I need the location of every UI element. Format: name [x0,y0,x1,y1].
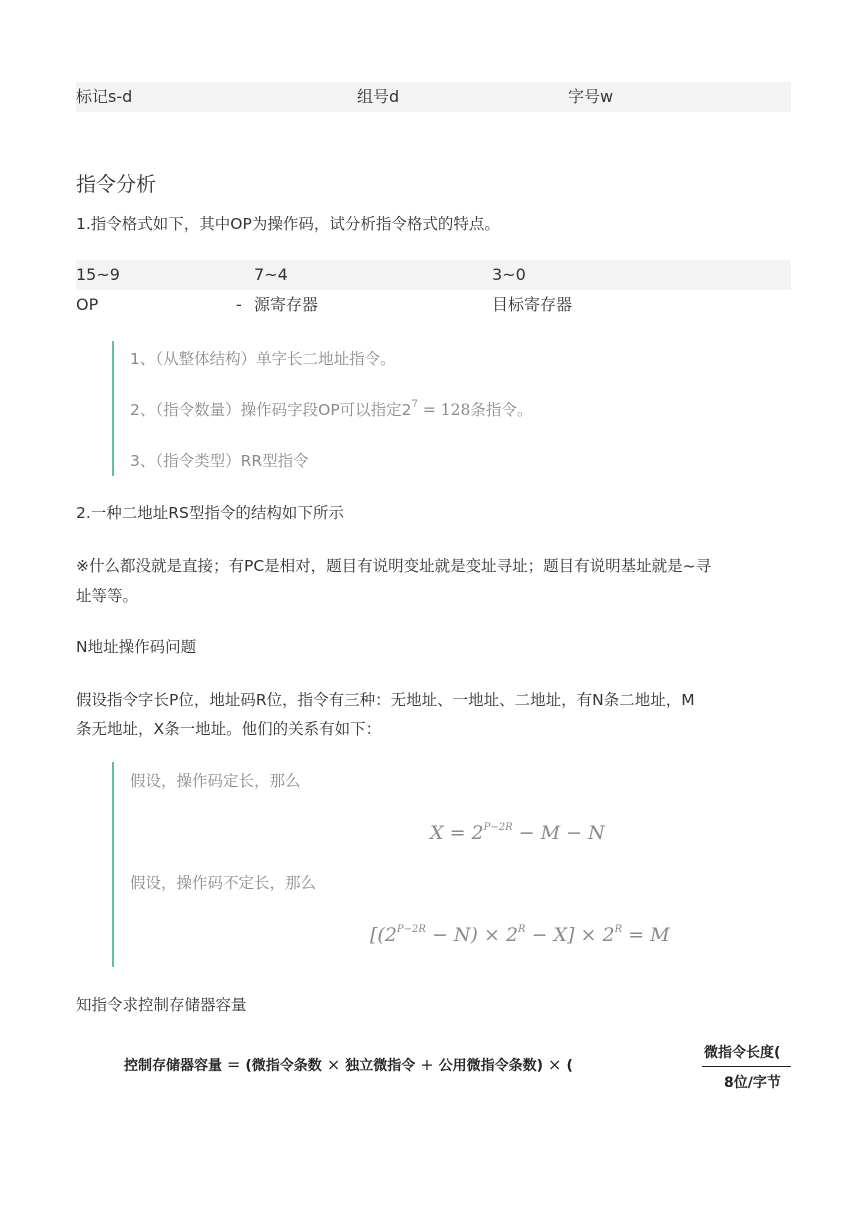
eq1-exponent: P−2R [483,821,513,833]
equation-variable-opcode [370,924,670,946]
quote1-line2-suffix: 条指令。 [470,401,533,419]
eq2-exponent-3: R [614,923,623,935]
table2-body-row [76,290,791,320]
table2-cell-target-register: 目标寄存器 [492,295,573,314]
table2-header-bits-src: 7~4 [254,265,288,284]
control-store-title: 知指令求控制存储器容量 [76,996,247,1014]
formula-lhs: 控制存储器容量 [124,1058,222,1074]
formula-denominator: 8位/字节 [724,1075,781,1091]
quote1-line1: 1、（从整体结构）单字长二地址指令。 [130,350,396,368]
eq1-rhs: − M − N [512,822,605,844]
eq1-lhs: X = 2 [430,822,484,844]
note-line-2: 址等等。 [76,587,139,605]
table2-cell-op [76,290,254,320]
quote1-line2-value: = 128 [417,401,471,419]
question-1: 1.指令格式如下，其中OP为操作码，试分析指令格式的特点。 [76,215,500,233]
assumption-line-2: 条无地址，X条一地址。他们的关系有如下： [76,720,382,738]
table2-header-row [76,260,791,290]
assumption-line-1: 假设指令字长P位，地址码R位，指令有三种：无地址、一地址、二地址，有N条二地址，M [76,691,695,709]
eq2-exponent-2: R [518,923,526,935]
n-address-title: N地址操作码问题 [76,638,197,656]
formula-numerator: 微指令长度( [704,1045,781,1061]
quote-block-analysis [112,341,794,476]
op-label: OP [76,295,99,314]
quote-block-formulas [112,762,794,967]
formula-times-2: × [548,1055,562,1074]
quote1-line2-exponent: 7 [411,398,418,410]
quote2-line2: 假设，操作码不定长，那么 [130,874,317,892]
eq2-part-b: − N) × 2 [425,924,519,946]
table1-header-group: 组号d [357,87,400,106]
formula-main-line [124,1055,573,1075]
quote1-line2-prefix: 2、（指令数量）操作码字段OP可以指定2 [130,401,412,419]
eq2-exponent-1: P−2R [396,923,426,935]
note-line-1: ※什么都没就是直接；有PC是相对，题目有说明变址就是变址寻址；题目有说明基址就是~寻 [76,557,712,575]
table2-cell-source-register: 源寄存器 [254,295,319,314]
section-title: 指令分析 [76,172,156,196]
quote2-line1: 假设，操作码定长，那么 [130,772,301,790]
op-dash: - [236,295,242,314]
eq2-part-c: − X] × 2 [525,924,615,946]
eq2-part-a: [(2 [370,924,397,946]
control-store-capacity-formula [124,1040,791,1100]
formula-times-1: × [326,1055,341,1074]
quote1-line2 [130,398,532,420]
formula-term-1: (微指令条数 [245,1058,322,1074]
formula-fraction-bar [702,1066,791,1067]
equation-fixed-opcode [430,822,605,844]
formula-term-3: 公用微指令条数) [438,1058,544,1074]
eq2-part-d: = M [622,924,670,946]
formula-equals: = [227,1055,241,1074]
table1-header-row [76,82,791,112]
table2-header-bits-dst: 3~0 [492,265,526,284]
question-2: 2.一种二地址RS型指令的结构如下所示 [76,504,344,522]
table2-header-bits-op: 15~9 [76,265,120,284]
table1-header-word: 字号w [568,87,614,106]
quote1-line3: 3、（指令类型）RR型指令 [130,452,309,470]
formula-plus: + [420,1055,434,1074]
formula-term-2: 独立微指令 [345,1058,416,1074]
table1-header-mark: 标记s-d [76,87,133,106]
formula-open-paren: ( [566,1058,573,1074]
instruction-format-table [76,260,791,320]
